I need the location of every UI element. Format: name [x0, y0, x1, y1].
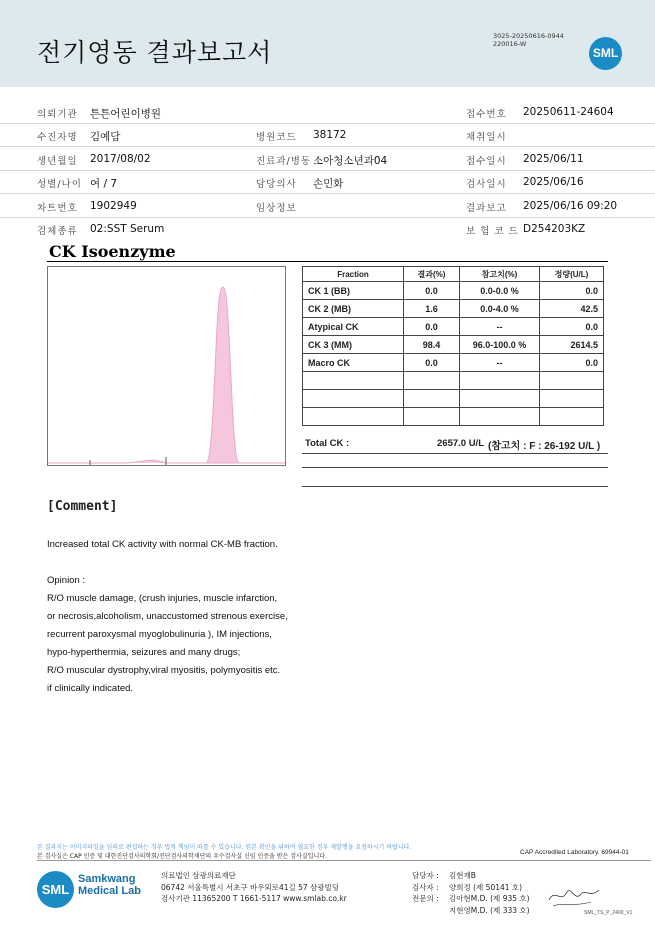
patient-name: 김예담	[90, 131, 121, 143]
info-row: 차트번호 1902949 임상정보 결과보고 2025/06/16 09:20	[0, 195, 655, 218]
form-code: SML_TS_P_2400_V1	[584, 910, 633, 916]
comment-line: if clinically indicated.	[47, 683, 134, 694]
column-header: 정량(U/L)	[540, 267, 604, 282]
sex-age: 여 / 7	[90, 178, 118, 190]
cap-accreditation: CAP Accredited Laboratory. 69944-01	[520, 849, 629, 856]
comment-line: R/O muscle damage, (crush injuries, muscle infarction,	[47, 593, 278, 604]
comment-line: Opinion :	[47, 575, 86, 586]
divider	[302, 467, 608, 468]
info-row: 생년월일 2017/08/02 진료과/병동 소아청소년과04 접수일시 2025/06/11	[0, 148, 655, 171]
column-header: 참고치(%)	[460, 267, 540, 282]
footnote: 본 검사실은 CAP 인증 및 대한진단검사의학회/진단검사의학재단의 우수검사실 신임 인증을 받은 검사실입니다.	[37, 853, 327, 860]
total-ck: Total CK : 2657.0 U/L (참고치 : F : 26-192 U/L )	[302, 436, 608, 454]
page-title: 전기영동 결과보고서	[37, 38, 273, 67]
receive-date: 2025/06/11	[523, 153, 584, 165]
chart-number: 1902949	[90, 200, 137, 212]
sml-logo-icon: SML	[37, 871, 74, 908]
comment-title: [Comment]	[47, 499, 118, 514]
address-block: 의료법인 삼광의료재단 06742 서울특별시 서초구 바우뫼로41길 57 삼광빌딩 검사기관 11365200 T 1661-5117 www.smlab.co.kr	[161, 871, 347, 903]
table-row: Macro CK 0.0 -- 0.0	[303, 354, 604, 372]
table-row	[303, 390, 604, 408]
comment-line: hypo-hyperthermia, seizures and many drugs;	[47, 647, 241, 658]
report-header	[0, 0, 655, 87]
column-header: 결과(%)	[404, 267, 460, 282]
birth-date: 2017/08/02	[90, 153, 151, 165]
results-table	[302, 266, 604, 426]
comment-line: Increased total CK activity with normal CK-MB fraction.	[47, 539, 278, 550]
specimen-type: 02:SST Serum	[90, 223, 165, 235]
document-id: 3025-20250616-0944 220016-W	[493, 32, 564, 48]
info-row: 성별/나이 여 / 7 담당의사 손민화 검사일시 2025/06/16	[0, 171, 655, 194]
insurance-code: D254203KZ	[523, 223, 586, 235]
brand-name: Samkwang Medical Lab	[78, 873, 141, 897]
staff-block: 담당자 : 김현재B 검사자 : 양희정 (제 50141 호) 전문의 : 김아현M.D. (제 935 호) 지현영M.D. (제 333 호)	[412, 871, 530, 915]
total-ck-reference: (참고치 : F : 26-192 U/L )	[488, 441, 601, 452]
table-row: CK 1 (BB) 0.0 0.0-0.0 % 0.0	[303, 282, 604, 300]
sml-logo-icon: SML	[589, 37, 622, 70]
table-row: CK 2 (MB) 1.6 0.0-4.0 % 42.5	[303, 300, 604, 318]
info-row: 수진자명 김예담 병원코드 38172 채취일시	[0, 124, 655, 147]
column-header: Fraction	[303, 267, 404, 282]
table-row: CK 3 (MM) 98.4 96.0-100.0 % 2614.5	[303, 336, 604, 354]
divider	[37, 860, 651, 861]
doctor-name: 손민화	[313, 178, 344, 190]
test-date: 2025/06/16	[523, 176, 584, 188]
footnote: 본 결과지는 이미지파일을 임의로 편집하는 경우 법적 책임이 따를 수 있습니다. 원본 확인을 위하여 필요한 경우 재발행을 요청하시기 바랍니다.	[37, 844, 412, 851]
ck3-peak	[206, 287, 239, 463]
divider	[47, 261, 608, 262]
divider	[302, 486, 608, 487]
info-row: 검체종류 02:SST Serum 보 험 코 드 D254203KZ	[37, 223, 586, 237]
section-title: CK Isoenzyme	[49, 242, 176, 261]
table-row: Atypical CK 0.0 -- 0.0	[303, 318, 604, 336]
comment-line: or necrosis,alcoholism, unaccustomed strenous exercise,	[47, 611, 288, 622]
department: 소아청소년과04	[313, 155, 388, 167]
table-row	[303, 408, 604, 426]
signature-icon	[545, 880, 605, 910]
report-date: 2025/06/16 09:20	[523, 200, 618, 212]
institution-value: 튼튼어린이병원	[90, 108, 162, 120]
hospital-code: 38172	[313, 129, 347, 141]
electrophoresis-graph	[47, 266, 286, 466]
table-row	[303, 372, 604, 390]
info-row: 의뢰기관 튼튼어린이병원 접수번호 20250611-24604	[0, 101, 655, 124]
comment-line: recurrent paroxysmal myoglobulinuria ), IM injections,	[47, 629, 272, 640]
total-ck-value: 2657.0 U/L	[437, 438, 484, 449]
reception-number: 20250611-24604	[523, 106, 614, 118]
comment-line: R/O muscular dystrophy,viral myositis, polymyositis etc.	[47, 665, 281, 676]
